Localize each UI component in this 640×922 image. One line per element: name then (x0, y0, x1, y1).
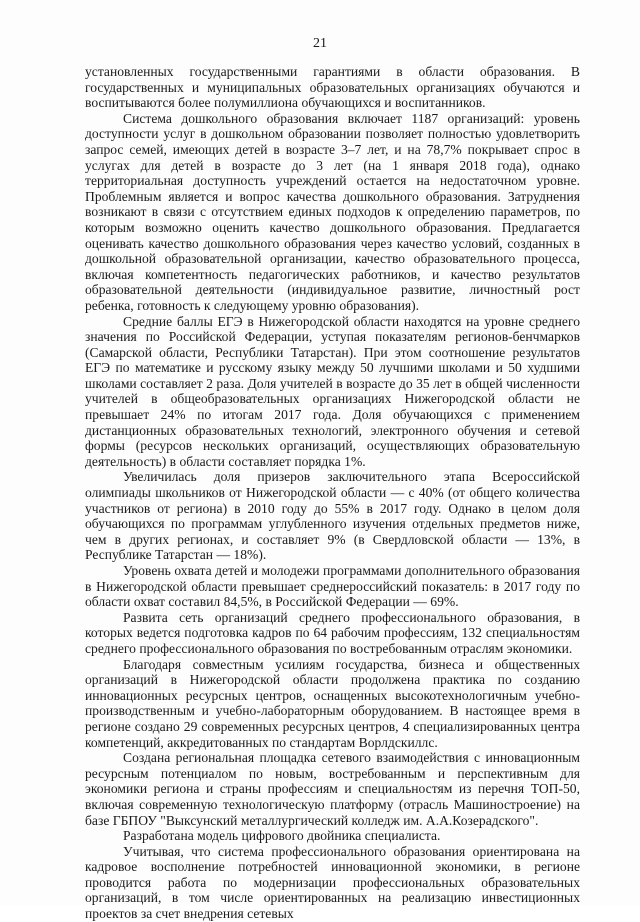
paragraph-ege: Средние баллы ЕГЭ в Нижегородской области находятся на уровне среднего значения по Российской Федерации, уступая показателям регионов-бенчмарков (Самарской области, Республики Татарстан). При этом соотношение результатов ЕГЭ по математике и русскому языку между 50 лучшими школами и 50 худшими школами составляет 2 раза. Доля учителей в возрасте до 35 лет в общей численности учителей в общеобразовательных организациях Нижегородской области не превышает 24% по итогам 2017 года. Доля обучающихся с применением дистанционных образовательных технологий, электронного обучения и сетевой формы (ресурсов нескольких организаций, осуществляющих образовательную деятельность) в области составляет порядка 1%. (85, 313, 580, 469)
paragraph-modernization: Учитывая, что система профессионального образования ориентирована на кадровое восполнение потребностей инновационной экономики, в регионе проводится работа по модернизации профессиональных образовательных организаций, в том числе ориентированных на реализацию инвестиционных проектов за счет внедрения сетевых (85, 843, 580, 922)
paragraph-vocational-network: Развита сеть организаций среднего профессионального образования, в которых ведется подготовка кадров по 64 рабочим профессиям, 132 специальностям среднего профессионального образования по востребованным отраслям экономики. (85, 609, 580, 656)
paragraph-preschool: Система дошкольного образования включает 1187 организаций: уровень доступности услуг в дошкольном образовании позволяет полностью удовлетворить запрос семей, имеющих детей в возрасте 3–7 лет, и на 78,7% покрывает спрос в услугах для детей в возрасте до 3 лет (на 1 января 2018 года), однако территориальная доступность учреждений остается на недостаточном уровне. Проблемным является и вопрос качества дошкольного образования. Затруднения возникают в связи с отсутствием единых подходов к определению параметров, по которым возможно оценить качество дошкольного образования. Предлагается оценивать качество дошкольного образования через качество условий, созданных в дошкольной образовательной организации, качество образовательного процесса, включая компетентность педагогических работников, и качество результатов образовательной деятельности (индивидуальное развитие, личностный рост ребенка, готовность к следующему уровню образования). (85, 110, 580, 313)
paragraph-continuation: установленных государственными гарантиями в области образования. В государственных и муниципальных образовательных организациях обучаются и воспитываются более полумиллиона обучающихся и воспитанников. (85, 64, 580, 111)
page-number: 21 (313, 36, 327, 51)
paragraph-resource-centers: Благодаря совместным усилиям государства, бизнеса и общественных организаций в Нижегородской области продолжена практика по созданию инновационных ресурсных центров, оснащенных высокотехнологичным учебно-производственным и учебно-лабораторным оборудованием. В настоящее время в регионе создано 29 современных ресурсных центров, 4 специализированных центра компетенций, аккредитованных по стандартам Ворлдскиллс. (85, 656, 580, 750)
paragraph-network-platform: Создана региональная площадка сетевого взаимодействия с инновационным ресурсным потенциалом по новым, востребованным и перспективным для экономики региона и страны профессиям и специальностям из перечня ТОП-50, включая современную технологическую платформу (отрасль Машиностроение) на базе ГБПОУ "Выксунский металлургический колледж им. А.А.Козерадского". (85, 750, 580, 828)
paragraph-additional-education: Уровень охвата детей и молодежи программами дополнительного образования в Нижегородской области превышает среднероссийский показатель: в 2017 году по области охват составил 84,5%, в Российской Федерации — 69%. (85, 563, 580, 610)
paragraph-olympiad: Увеличилась доля призеров заключительного этапа Всероссийской олимпиады школьников от Нижегородской области — с 40% (от общего количества участников от региона) в 2010 году до 55% в 2017 году. Однако в целом доля обучающихся по программам углубленного изучения отдельных предметов ниже, чем в других регионах, и составляет 9% (в Свердловской области — 13%, в Республике Татарстан — 18%). (85, 469, 580, 563)
document-body (85, 64, 580, 922)
paragraph-digital-twin: Разработана модель цифрового двойника специалиста. (123, 828, 441, 844)
